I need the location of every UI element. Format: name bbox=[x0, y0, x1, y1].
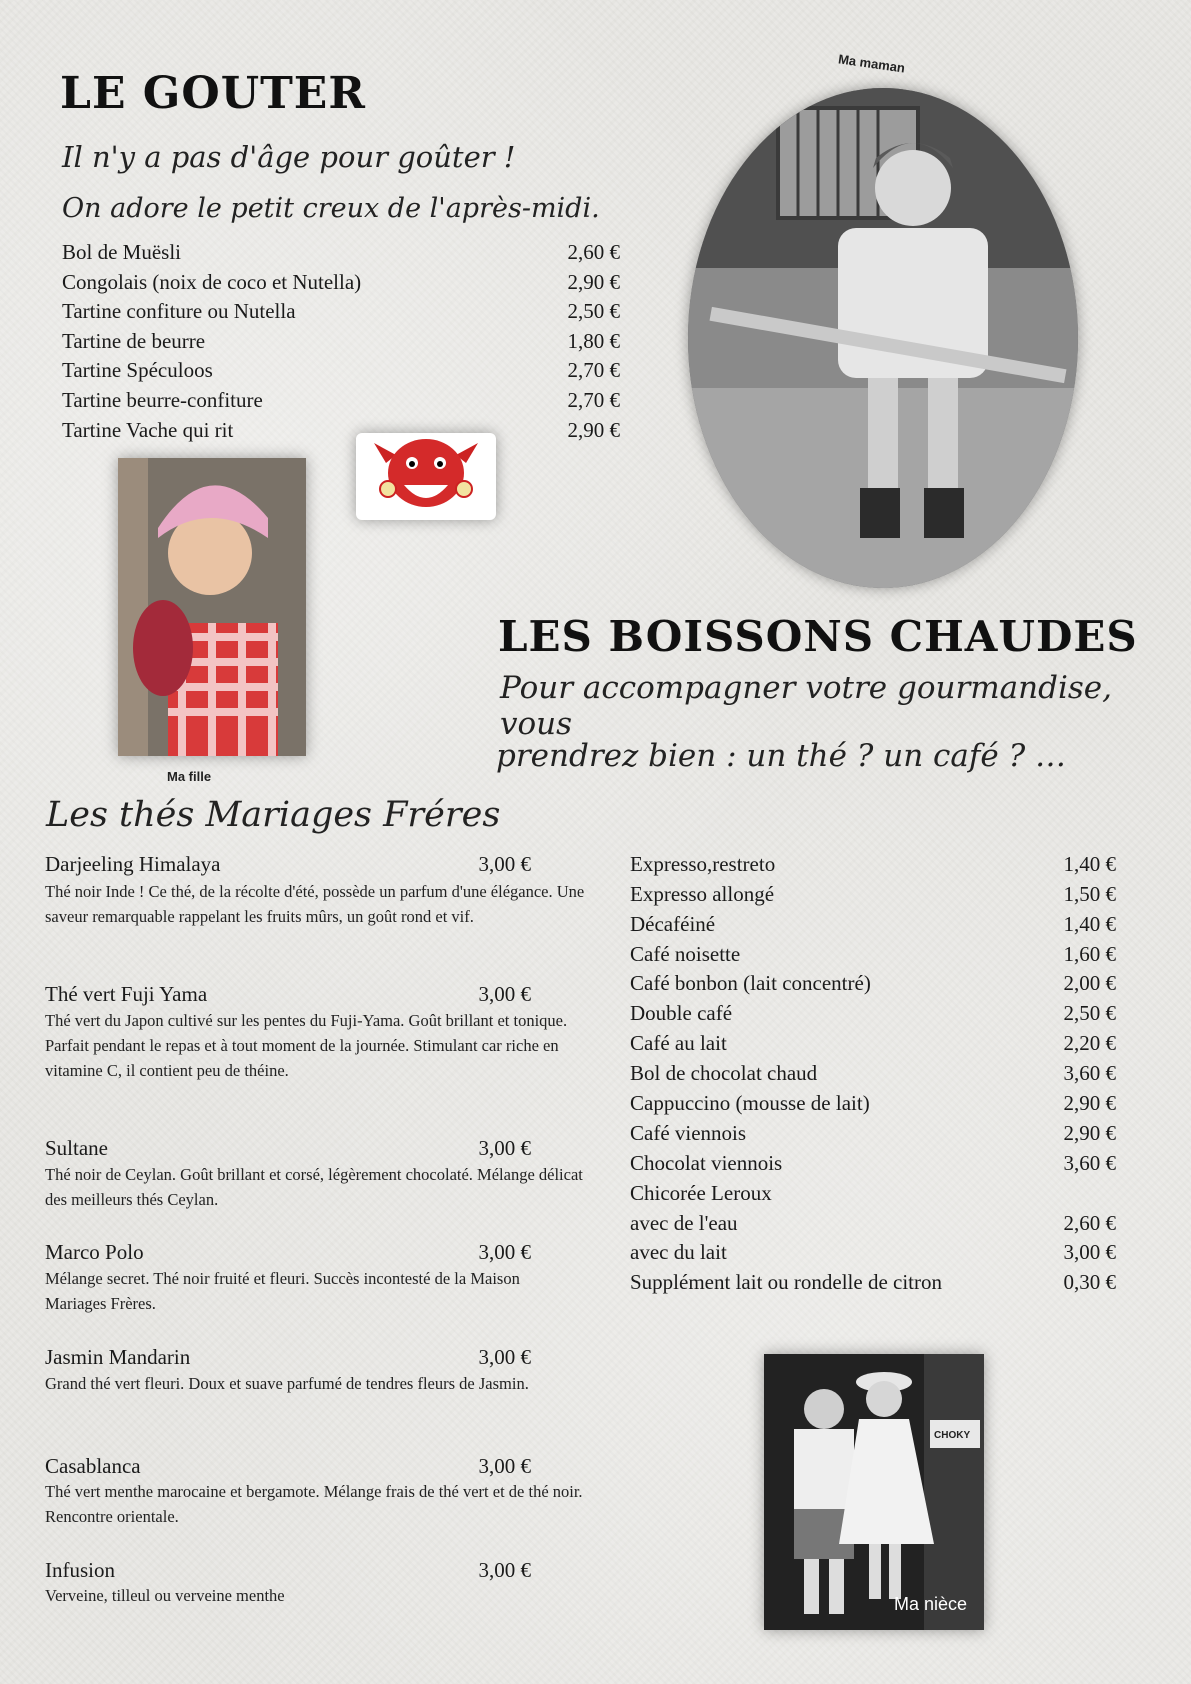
photo-ma-niece bbox=[764, 1354, 984, 1630]
gouter-tagline-1: Il n'y a pas d'âge pour goûter ! bbox=[62, 140, 516, 174]
gouter-item-price: 1,80 € bbox=[567, 329, 620, 353]
gouter-item-name: Bol de Muësli bbox=[62, 240, 181, 264]
caption-ma-niece: Ma nièce bbox=[894, 1594, 968, 1614]
vache-qui-rit-logo bbox=[356, 433, 496, 520]
the-item-name: Jasmin Mandarin bbox=[45, 1345, 191, 1369]
gouter-item-name: Congolais (noix de coco et Nutella) bbox=[62, 270, 362, 294]
boisson-item-price: 2,20 € bbox=[1063, 1031, 1116, 1055]
boisson-item bbox=[630, 881, 1116, 907]
cow-icon bbox=[356, 433, 496, 520]
the-item-price: 3,00 € bbox=[478, 1136, 531, 1160]
gouter-item-price: 2,70 € bbox=[567, 358, 620, 382]
the-item-name: Marco Polo bbox=[45, 1240, 144, 1264]
boisson-item bbox=[630, 1120, 1116, 1146]
the-item-price: 3,00 € bbox=[478, 1345, 531, 1369]
boisson-item bbox=[630, 1239, 1116, 1265]
the-item-name: Darjeeling Himalaya bbox=[45, 852, 221, 876]
photo-ma-fille bbox=[118, 458, 306, 756]
boisson-item-name: Café au lait bbox=[630, 1031, 727, 1055]
gouter-item-price: 2,50 € bbox=[567, 299, 620, 323]
boisson-item-name: Décaféiné bbox=[630, 912, 716, 936]
boisson-item-price: 3,60 € bbox=[1063, 1061, 1116, 1085]
the-item-description: Verveine, tilleul ou verveine menthe bbox=[45, 1586, 285, 1605]
the-item bbox=[45, 1239, 531, 1265]
gouter-item bbox=[62, 298, 620, 324]
caption-ma-maman: Ma maman bbox=[837, 51, 906, 76]
boisson-item-price: 0,30 € bbox=[1063, 1270, 1116, 1294]
boisson-item bbox=[630, 1180, 1116, 1206]
boisson-item bbox=[630, 851, 1116, 877]
gouter-item-name: Tartine confiture ou Nutella bbox=[62, 299, 296, 323]
boisson-item-price: 1,40 € bbox=[1063, 912, 1116, 936]
choky-sign: CHOKY bbox=[934, 1430, 971, 1441]
gouter-item-name: Tartine Vache qui rit bbox=[62, 418, 234, 442]
boisson-item bbox=[630, 1210, 1116, 1236]
child-vintage-photo bbox=[688, 88, 1078, 588]
thes-title: Les thés Mariages Fréres bbox=[46, 795, 501, 835]
boisson-item-price: 1,50 € bbox=[1063, 882, 1116, 906]
gouter-item bbox=[62, 387, 620, 413]
the-item-description: Thé noir de Ceylan. Goût brillant et corsé, légèrement chocolaté. Mélange délicat des meilleurs thés Ceylan. bbox=[45, 1165, 583, 1209]
boisson-item bbox=[630, 911, 1116, 937]
the-item-price: 3,00 € bbox=[478, 982, 531, 1006]
photo-ma-maman bbox=[688, 88, 1078, 588]
the-item-description: Mélange secret. Thé noir fruité et fleuri. Succès incontesté de la Maison Mariages Frères. bbox=[45, 1269, 520, 1313]
the-item-description: Grand thé vert fleuri. Doux et suave parfumé de tendres fleurs de Jasmin. bbox=[45, 1374, 529, 1393]
the-item-price: 3,00 € bbox=[478, 1454, 531, 1478]
boisson-item-price: 1,60 € bbox=[1063, 942, 1116, 966]
gouter-item-price: 2,60 € bbox=[567, 240, 620, 264]
boisson-item-price: 2,50 € bbox=[1063, 1001, 1116, 1025]
gouter-item-price: 2,90 € bbox=[567, 418, 620, 442]
the-item-description: Thé vert menthe marocaine et bergamote. Mélange frais de thé vert et de thé noir. Rencontre orientale. bbox=[45, 1482, 583, 1526]
boissons-tagline-1: Pour accompagner votre gourmandise, vous bbox=[500, 670, 1112, 742]
gouter-item bbox=[62, 239, 620, 265]
gouter-item-name: Tartine beurre-confiture bbox=[62, 388, 263, 412]
boisson-item-price: 3,00 € bbox=[1063, 1240, 1116, 1264]
boisson-item bbox=[630, 1150, 1116, 1176]
the-item-name: Sultane bbox=[45, 1136, 108, 1160]
the-item-price: 3,00 € bbox=[478, 1240, 531, 1264]
boisson-item-name: Cappuccino (mousse de lait) bbox=[630, 1091, 870, 1115]
boisson-item bbox=[630, 1269, 1116, 1295]
the-item-name: Infusion bbox=[45, 1558, 115, 1582]
the-item bbox=[45, 1557, 531, 1583]
boisson-item-price: 2,90 € bbox=[1063, 1121, 1116, 1145]
boisson-item bbox=[630, 1000, 1116, 1026]
boisson-item-name: Expresso,restreto bbox=[630, 852, 776, 876]
boisson-item-name: Chocolat viennois bbox=[630, 1151, 783, 1175]
children-photo bbox=[764, 1354, 984, 1630]
the-item bbox=[45, 851, 531, 877]
girl-illustration bbox=[118, 458, 306, 756]
boisson-item bbox=[630, 941, 1116, 967]
boisson-item-price: 2,90 € bbox=[1063, 1091, 1116, 1115]
the-item bbox=[45, 1135, 531, 1161]
boisson-item-name: Double café bbox=[630, 1001, 733, 1025]
the-item-price: 3,00 € bbox=[478, 852, 531, 876]
gouter-title: LE GOUTER bbox=[60, 68, 366, 119]
boisson-item-price: 3,60 € bbox=[1063, 1151, 1116, 1175]
boisson-item bbox=[630, 970, 1116, 996]
boisson-item-name: Supplément lait ou rondelle de citron bbox=[630, 1270, 943, 1294]
gouter-item bbox=[62, 328, 620, 354]
the-item-name: Casablanca bbox=[45, 1454, 141, 1478]
gouter-item-name: Tartine Spéculoos bbox=[62, 358, 213, 382]
boisson-item bbox=[630, 1060, 1116, 1086]
boisson-item bbox=[630, 1030, 1116, 1056]
the-item-description: Thé noir Inde ! Ce thé, de la récolte d'été, possède un parfum d'une élégance. Une saveur remarquable rappelant les fruits mûrs, un goût rond et vif. bbox=[45, 882, 585, 926]
boisson-item-name: Chicorée Leroux bbox=[630, 1181, 772, 1205]
boisson-item-name: Bol de chocolat chaud bbox=[630, 1061, 818, 1085]
caption-ma-fille: Ma fille bbox=[167, 769, 212, 784]
boisson-item bbox=[630, 1090, 1116, 1116]
gouter-item bbox=[62, 269, 620, 295]
boisson-item-name: Café bonbon (lait concentré) bbox=[630, 971, 871, 995]
boissons-title: LES BOISSONS CHAUDES bbox=[498, 612, 1138, 661]
gouter-tagline-2: On adore le petit creux de l'après-midi. bbox=[62, 193, 600, 224]
boisson-item-name: avec de l'eau bbox=[630, 1211, 738, 1235]
boisson-item-name: Expresso allongé bbox=[630, 882, 775, 906]
boisson-item-name: Café noisette bbox=[630, 942, 741, 966]
gouter-item bbox=[62, 417, 620, 443]
boisson-item-name: avec du lait bbox=[630, 1240, 727, 1264]
gouter-item bbox=[62, 357, 620, 383]
boisson-item-price: 2,60 € bbox=[1063, 1211, 1116, 1235]
the-item-description: Thé vert du Japon cultivé sur les pentes du Fuji-Yama. Goût brillant et tonique. Parfait pendant le repas et à tout moment de la journée. Stimulant car riche en vitamine C, il contient peu de théine. bbox=[45, 1011, 568, 1080]
boisson-item-price: 1,40 € bbox=[1063, 852, 1116, 876]
the-item bbox=[45, 1453, 531, 1479]
the-item-name: Thé vert Fuji Yama bbox=[45, 982, 208, 1006]
boissons-tagline-2: prendrez bien : un thé ? un café ? … bbox=[496, 738, 1067, 774]
the-item-price: 3,00 € bbox=[478, 1558, 531, 1582]
the-item bbox=[45, 981, 531, 1007]
boisson-item-price: 2,00 € bbox=[1063, 971, 1116, 995]
gouter-item-price: 2,70 € bbox=[567, 388, 620, 412]
the-item bbox=[45, 1344, 531, 1370]
boisson-item-name: Café viennois bbox=[630, 1121, 747, 1145]
gouter-item-price: 2,90 € bbox=[567, 270, 620, 294]
gouter-item-name: Tartine de beurre bbox=[62, 329, 206, 353]
